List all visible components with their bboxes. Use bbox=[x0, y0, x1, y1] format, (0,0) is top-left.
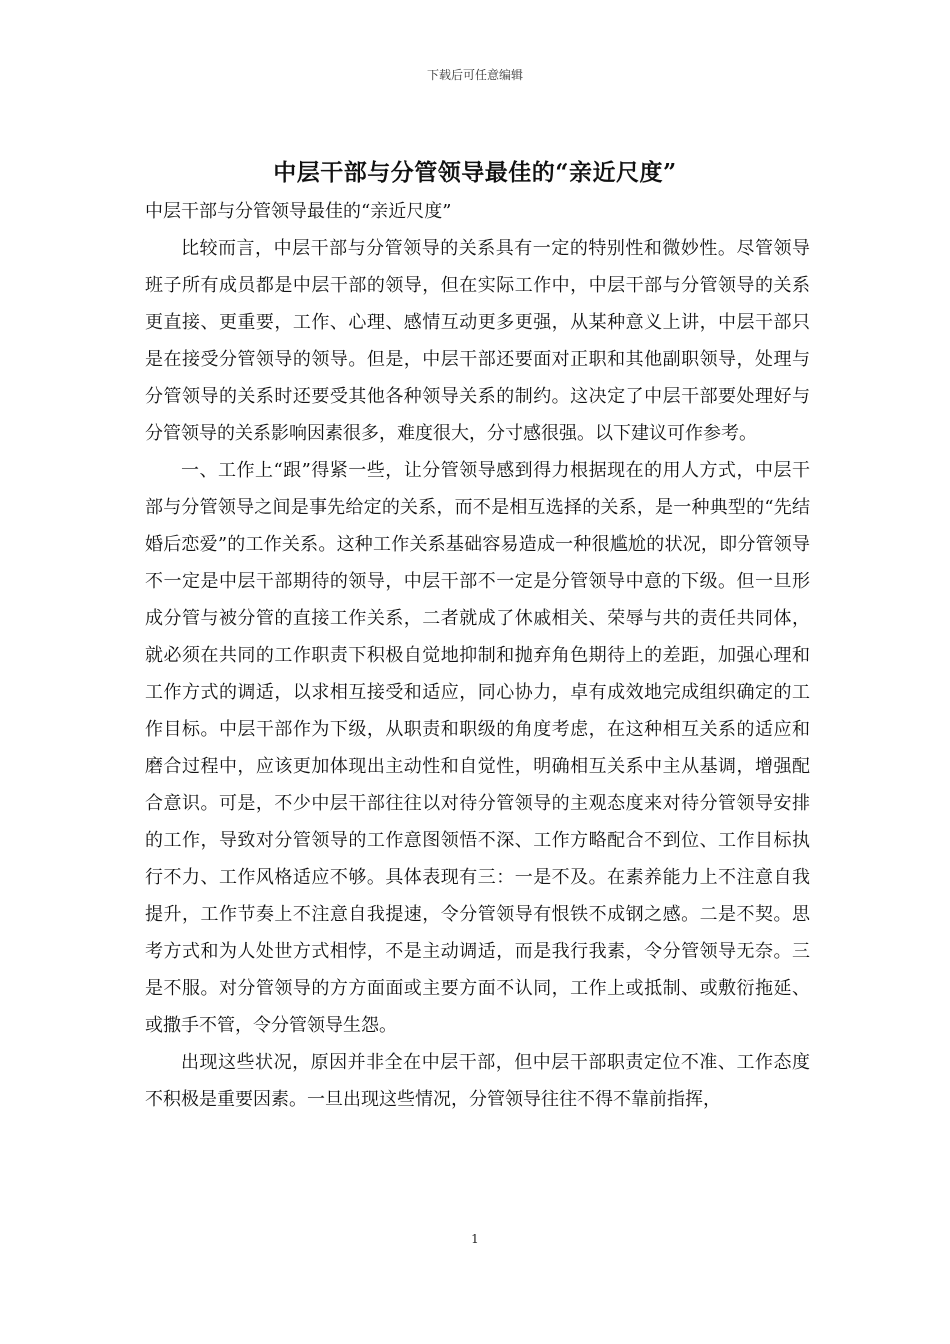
paragraph-section-one: 一、工作上“跟”得紧一些，让分管领导感到得力根据现在的用人方式，中层干部与分管领导之间是事先给定的关系，而不是相互选择的关系，是一种典型的“先结婚后恋爱”的工作关系。这种工作关系基础容易造成一种很尴尬的状况，即分管领导不一定是中层干部期待的领导，中层干部不一定是分管领导中意的下级。但一旦形成分管与被分管的直接工作关系，二者就成了休戚相关、荣辱与共的责任共同体，就必须在共同的工作职责下积极自觉地抑制和抛弃角色期待上的差距，加强心理和工作方式的调适，以求相互接受和适应，同心协力，卓有成效地完成组织确定的工作目标。中层干部作为下级，从职责和职级的角度考虑，在这种相互关系的适应和磨合过程中，应该更加体现出主动性和自觉性，明确相互关系中主从基调，增强配合意识。可是，不少中层干部往往以对待分管领导的主观态度来对待分管领导安排的工作，导致对分管领导的工作意图领悟不深、工作方略配合不到位、工作目标执行不力、工作风格适应不够。具体表现有三：一是不及。在素养能力上不注意自我提升，工作节奏上不注意自我提速，令分管领导有恨铁不成钢之感。二是不契。思考方式和为人处世方式相悖，不是主动调适，而是我行我素，令分管领导无奈。三是不服。对分管领导的方方面面或主要方面不认同，工作上或抵制、或敷衍拖延、或撒手不管，令分管领导生怨。 bbox=[145, 460, 810, 1036]
document-subtitle: 中层干部与分管领导最佳的“亲近尺度” bbox=[145, 201, 452, 222]
paragraph-intro: 比较而言，中层干部与分管领导的关系具有一定的特别性和微妙性。尽管领导班子所有成员都是中层干部的领导，但在实际工作中，中层干部与分管领导的关系更直接、更重要，工作、心理、感情互动更多更强，从某种意义上讲，中层干部只是在接受分管领导的领导。但是，中层干部还要面对正职和其他副职领导，处理与分管领导的关系时还要受其他各种领导关系的制约。这决定了中层干部要处理好与分管领导的关系影响因素很多，难度很大，分寸感很强。以下建议可作参考。 bbox=[145, 238, 810, 444]
page-number: 1 bbox=[471, 1232, 479, 1246]
document-title: 中层干部与分管领导最佳的“亲近尺度” bbox=[273, 159, 677, 186]
document-body bbox=[145, 193, 810, 1118]
header-note: 下载后可任意编辑 bbox=[426, 68, 523, 82]
paragraph-causes: 出现这些状况，原因并非全在中层干部，但中层干部职责定位不准、工作态度不积极是重要因素。一旦出现这些情况，分管领导往往不得不靠前指挥， bbox=[145, 1052, 810, 1110]
